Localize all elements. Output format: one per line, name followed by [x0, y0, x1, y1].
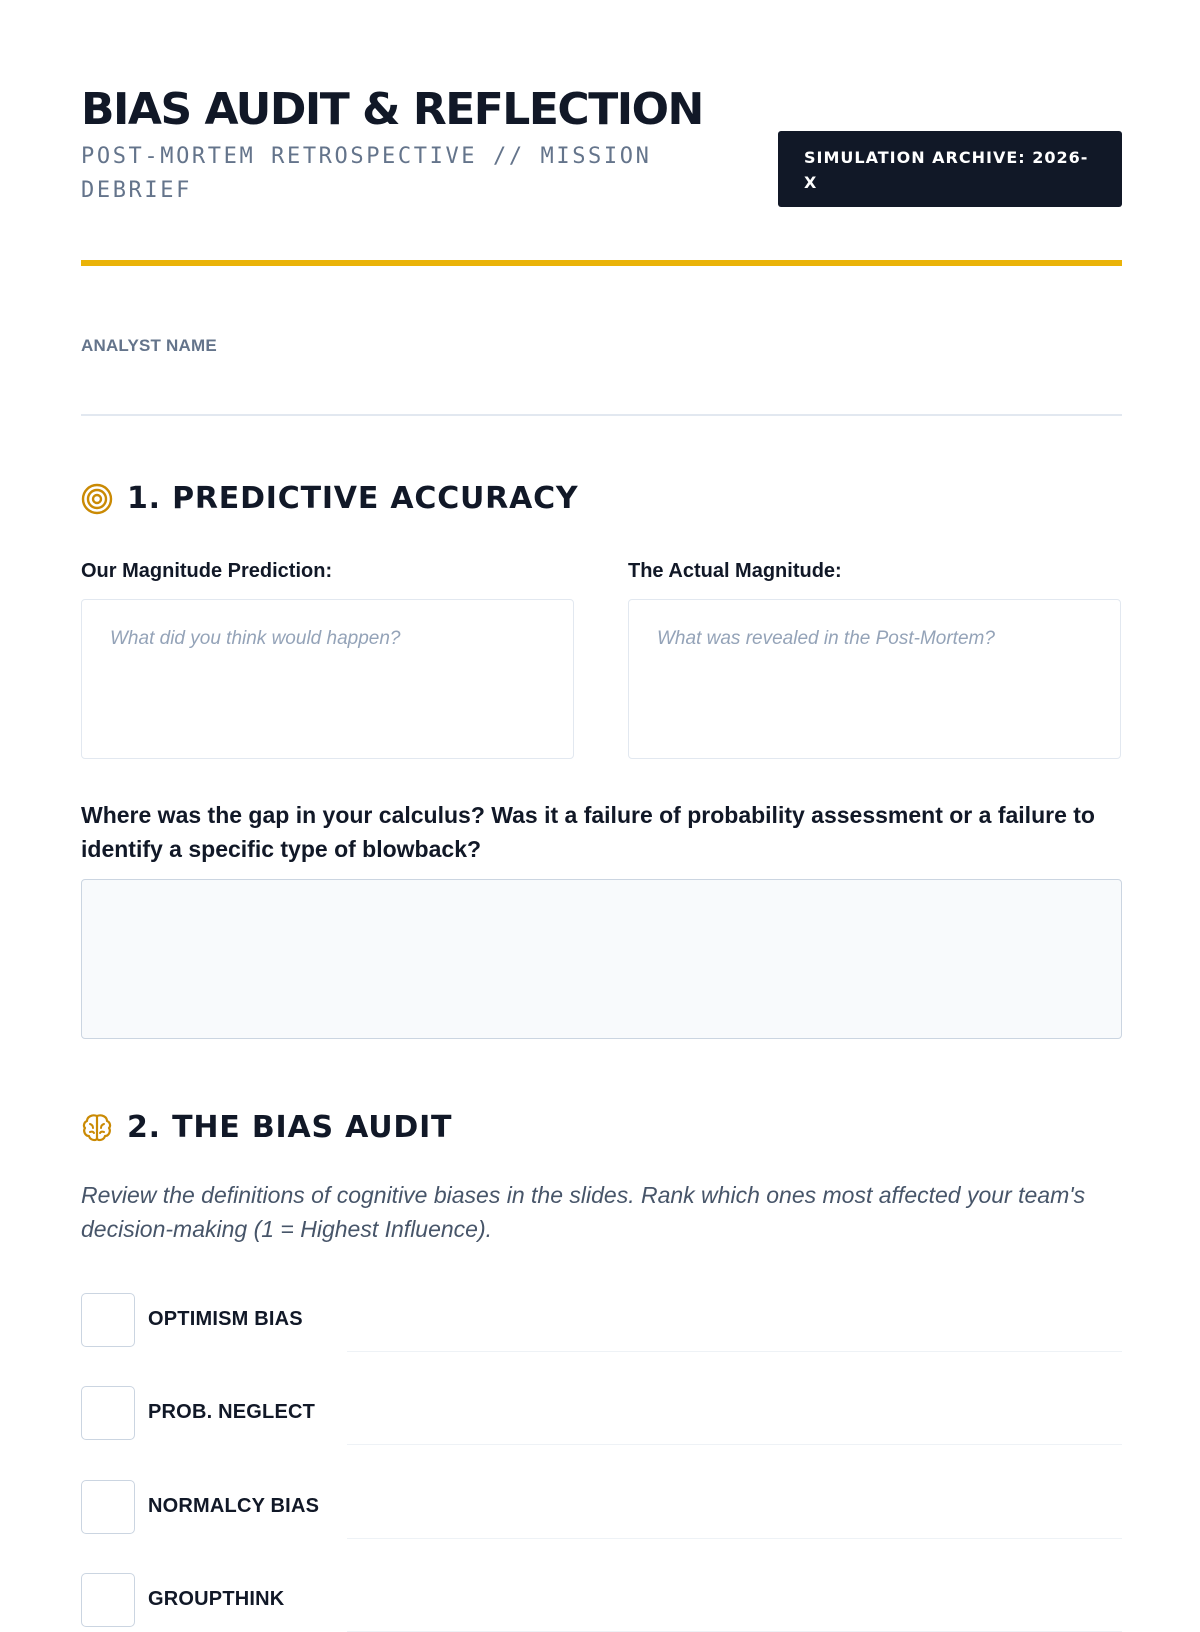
- bias-row: [81, 1573, 1122, 1629]
- bias-notes-line[interactable]: [347, 1444, 1122, 1445]
- actual-textarea[interactable]: [628, 599, 1121, 759]
- section-predictive-accuracy-header: [81, 481, 578, 516]
- bias-instructions: Review the definitions of cognitive biases in the slides. Rank which ones most affected your team's decision-making (1 = Highest Influence).: [81, 1182, 1086, 1242]
- rank-input[interactable]: [81, 1386, 135, 1440]
- bias-notes-line[interactable]: [347, 1538, 1122, 1539]
- bias-row: [81, 1293, 1122, 1349]
- section-title: 1. PREDICTIVE ACCURACY: [127, 481, 579, 516]
- page-subtitle: POST-MORTEM RETROSPECTIVE // MISSION DEBRIEF: [81, 144, 652, 203]
- bias-row: [81, 1480, 1122, 1536]
- worksheet-header: [81, 0, 1119, 263]
- bias-notes-line[interactable]: [347, 1351, 1122, 1352]
- page-title: BIAS AUDIT & REFLECTION: [81, 84, 703, 135]
- gap-answer-textarea[interactable]: [81, 879, 1122, 1039]
- section-bias-audit-header: [81, 1110, 452, 1145]
- bias-name: GROUPTHINK: [148, 1588, 285, 1610]
- gap-question: Where was the gap in your calculus? Was it a failure of probability assessment or a failure to identify a specific type of blowback?: [81, 802, 1095, 862]
- analyst-name-input[interactable]: [81, 360, 1122, 416]
- header-divider: [81, 260, 1122, 266]
- archive-badge: SIMULATION ARCHIVE: 2026-X: [778, 131, 1122, 207]
- rank-input[interactable]: [81, 1573, 135, 1627]
- prediction-textarea[interactable]: [81, 599, 574, 759]
- bias-name: OPTIMISM BIAS: [148, 1308, 303, 1330]
- bias-row: [81, 1386, 1122, 1442]
- prediction-label: Our Magnitude Prediction:: [81, 560, 333, 582]
- bias-name: NORMALCY BIAS: [148, 1495, 320, 1517]
- target-icon: [81, 483, 113, 515]
- actual-label: The Actual Magnitude:: [628, 560, 842, 582]
- bias-name: PROB. NEGLECT: [148, 1401, 316, 1423]
- rank-input[interactable]: [81, 1293, 135, 1347]
- brain-icon: [81, 1112, 113, 1144]
- section-title: 2. THE BIAS AUDIT: [127, 1110, 453, 1145]
- rank-input[interactable]: [81, 1480, 135, 1534]
- analyst-name-label: ANALYST NAME: [81, 336, 217, 355]
